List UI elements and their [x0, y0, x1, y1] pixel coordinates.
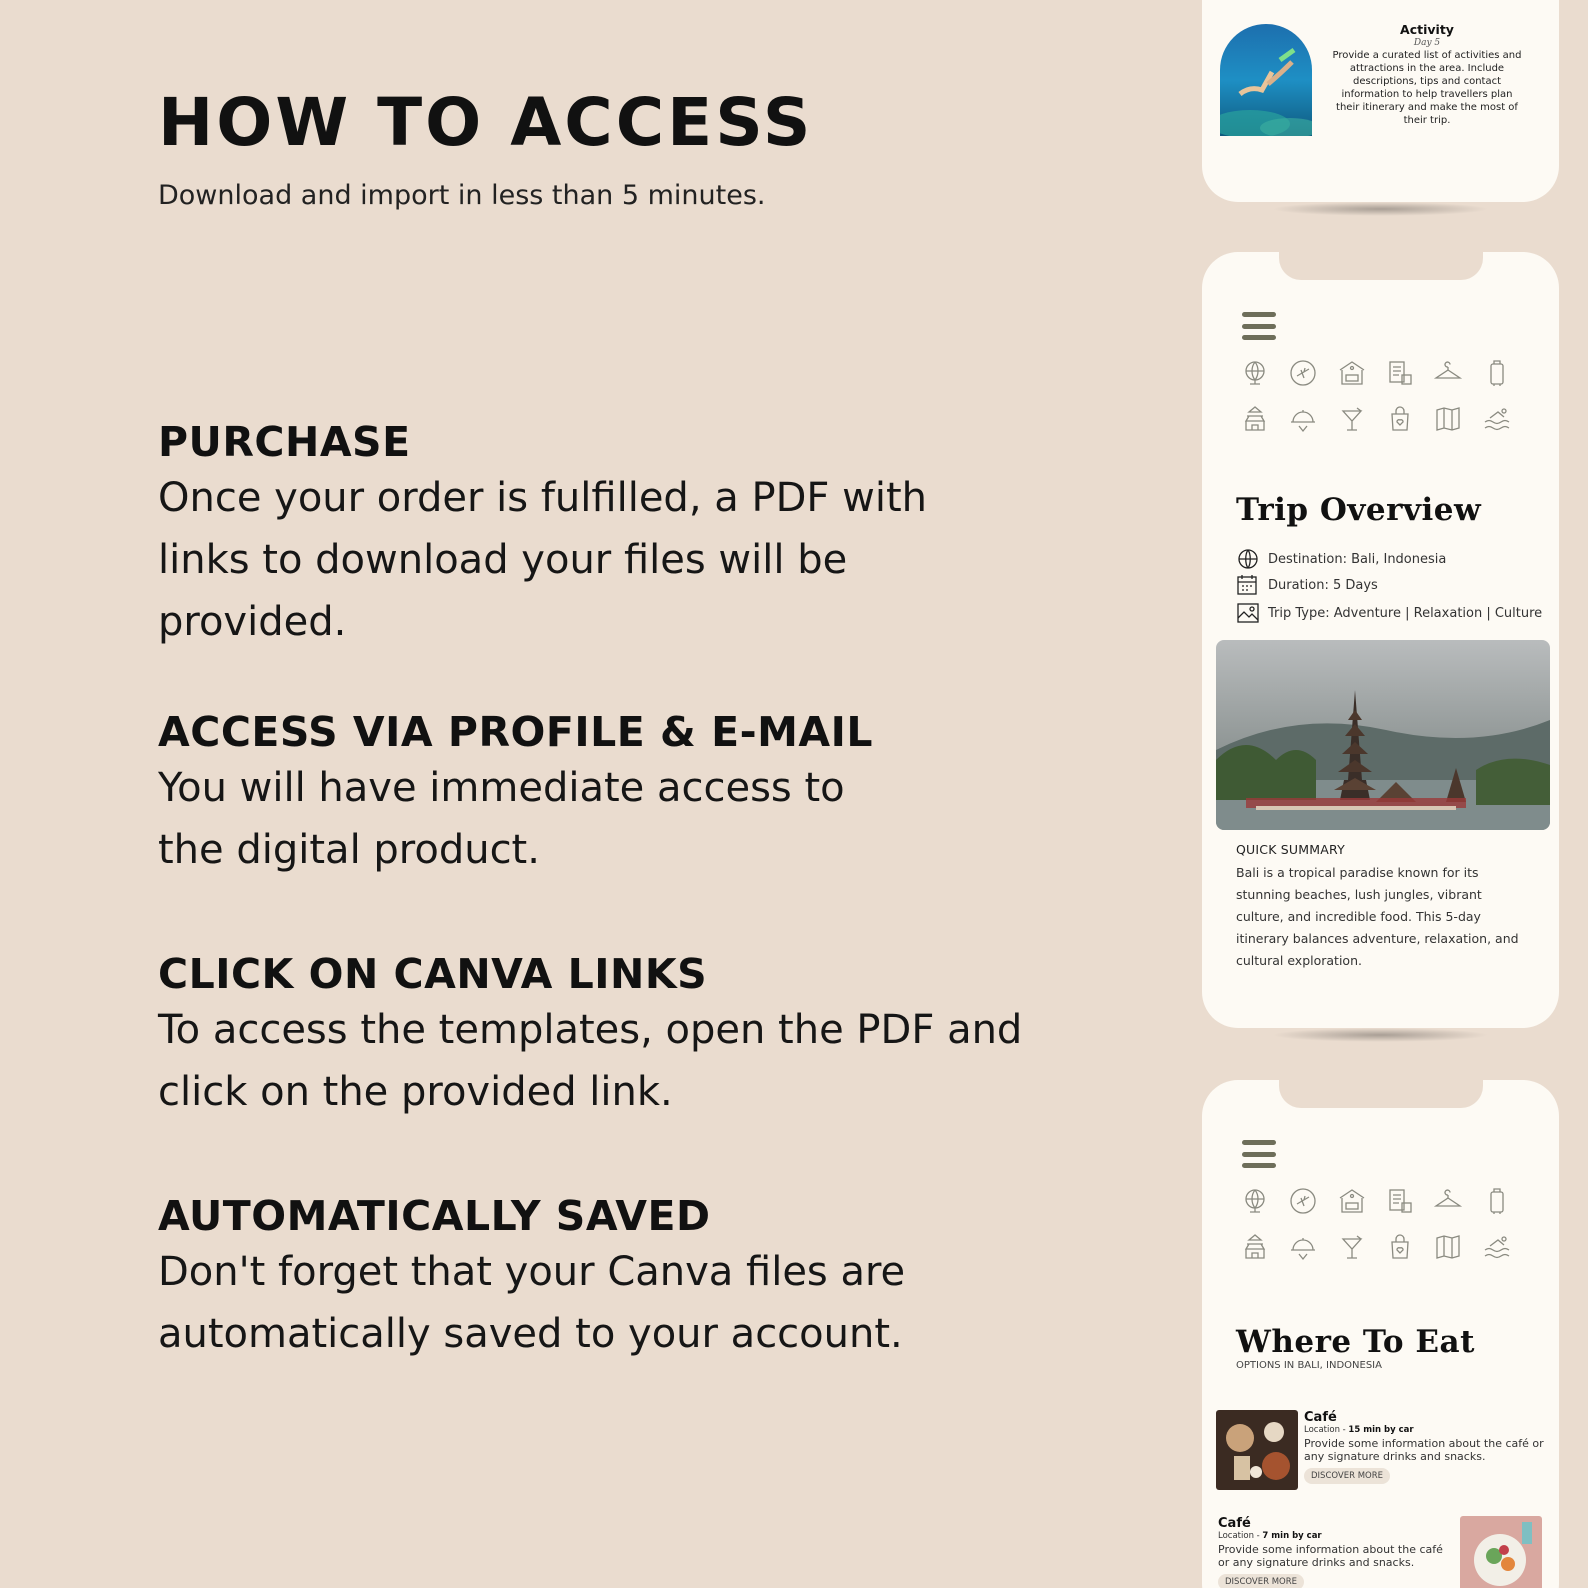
step-purchase [158, 418, 1098, 653]
swimming-icon[interactable] [1480, 402, 1514, 436]
calendar-icon [1236, 574, 1260, 596]
phone-notch [1279, 252, 1483, 280]
discover-more-button[interactable]: DISCOVER MORE [1218, 1574, 1304, 1588]
cafe-item-1 [1304, 1410, 1544, 1484]
phone-notch [1279, 1080, 1483, 1108]
temple-icon[interactable] [1238, 1230, 1272, 1264]
step-text: To access the templates, open the PDF and click on the provided link. [158, 1007, 1023, 1116]
cafe-location: Location - 15 min by car [1304, 1425, 1414, 1435]
duration-row [1236, 574, 1378, 596]
luggage-icon[interactable] [1480, 356, 1514, 390]
step-heading: ACCESS VIA PROFILE & E-MAIL [158, 708, 874, 756]
cafe-name: Café [1218, 1516, 1251, 1531]
quick-summary-label: QUICK SUMMARY [1236, 842, 1345, 857]
globe-icon[interactable] [1238, 1184, 1272, 1218]
activity-day: Day 5 [1413, 38, 1441, 48]
cafe-description: Provide some information about the café or any signature drinks and snacks. [1218, 1543, 1443, 1569]
step-canva-links [158, 950, 1098, 1123]
globe-icon[interactable] [1238, 356, 1272, 390]
itinerary-icon[interactable] [1383, 1184, 1417, 1218]
step-text: You will have immediate access to the digital product. [158, 765, 845, 874]
quick-summary-text: Bali is a tropical paradise known for its stunning beaches, lush jungles, vibrant culture, and incredible food. This 5-day itinerary balances adventure, relaxation, and cultural exploration. [1236, 865, 1519, 968]
where-to-eat-title: Where To Eat [1236, 1324, 1475, 1360]
phone-where-to-eat [1202, 1080, 1559, 1588]
step-access [158, 708, 1098, 881]
cocktail-icon[interactable] [1335, 402, 1369, 436]
hotel-icon[interactable] [1335, 356, 1369, 390]
destination-text: Destination: Bali, Indonesia [1268, 551, 1447, 567]
activity-description: Provide a curated list of activities and attractions in the area. Include descriptions, tips and contact information to help travellers plan their itinerary and make the most of their trip. [1332, 50, 1522, 126]
where-to-eat-subtitle: OPTIONS IN BALI, INDONESIA [1236, 1360, 1382, 1371]
landscape-icon [1236, 602, 1260, 624]
page-title: HOW TO ACCESS [158, 84, 814, 161]
map-icon[interactable] [1431, 402, 1465, 436]
food-bowl-photo [1460, 1516, 1542, 1588]
map-icon[interactable] [1431, 1230, 1465, 1264]
menu-icon[interactable] [1242, 1140, 1276, 1168]
cafe-name: Café [1304, 1410, 1337, 1425]
step-saved [158, 1192, 1098, 1365]
step-heading: AUTOMATICALLY SAVED [158, 1192, 711, 1240]
cafe-item-2 [1218, 1516, 1450, 1588]
step-heading: PURCHASE [158, 418, 411, 466]
page-subtitle: Download and import in less than 5 minutes. [158, 180, 766, 211]
hanger-icon[interactable] [1431, 1184, 1465, 1218]
step-text: Don't forget that your Canva files are automatically saved to your account. [158, 1249, 906, 1358]
hotel-icon[interactable] [1335, 1184, 1369, 1218]
activity-text [1332, 22, 1522, 127]
category-icon-grid [1238, 1184, 1528, 1264]
trip-type-text: Trip Type: Adventure | Relaxation | Culture [1268, 605, 1543, 621]
category-icon-grid [1238, 356, 1528, 436]
cafe-description: Provide some information about the café or any signature drinks and snacks. [1304, 1437, 1544, 1463]
shopping-bag-icon[interactable] [1383, 1230, 1417, 1264]
luggage-icon[interactable] [1480, 1184, 1514, 1218]
step-heading: CLICK ON CANVA LINKS [158, 950, 708, 998]
hanger-icon[interactable] [1431, 356, 1465, 390]
destination-row [1236, 548, 1446, 570]
trip-overview-title: Trip Overview [1236, 492, 1482, 528]
temple-icon[interactable] [1238, 402, 1272, 436]
phone-activity [1202, 0, 1559, 202]
snorkel-photo [1220, 24, 1312, 136]
plane-globe-icon[interactable] [1286, 356, 1320, 390]
shopping-bag-icon[interactable] [1383, 402, 1417, 436]
itinerary-icon[interactable] [1383, 356, 1417, 390]
plane-globe-icon [1236, 548, 1260, 570]
discover-more-button[interactable]: DISCOVER MORE [1304, 1468, 1390, 1484]
trip-type-row [1236, 602, 1542, 624]
bali-temple-photo [1216, 640, 1550, 830]
swimming-icon[interactable] [1480, 1230, 1514, 1264]
cocktail-icon[interactable] [1335, 1230, 1369, 1264]
activity-title: Activity [1400, 22, 1454, 37]
step-text: Once your order is fulfilled, a PDF with links to download your files will be provided. [158, 475, 927, 646]
menu-icon[interactable] [1242, 312, 1276, 340]
cafe-photo [1216, 1410, 1298, 1490]
cloche-icon[interactable] [1286, 402, 1320, 436]
cafe-location: Location - 7 min by car [1218, 1531, 1322, 1541]
cloche-icon[interactable] [1286, 1230, 1320, 1264]
plane-globe-icon[interactable] [1286, 1184, 1320, 1218]
duration-text: Duration: 5 Days [1268, 577, 1378, 593]
phone-trip-overview [1202, 252, 1559, 1028]
